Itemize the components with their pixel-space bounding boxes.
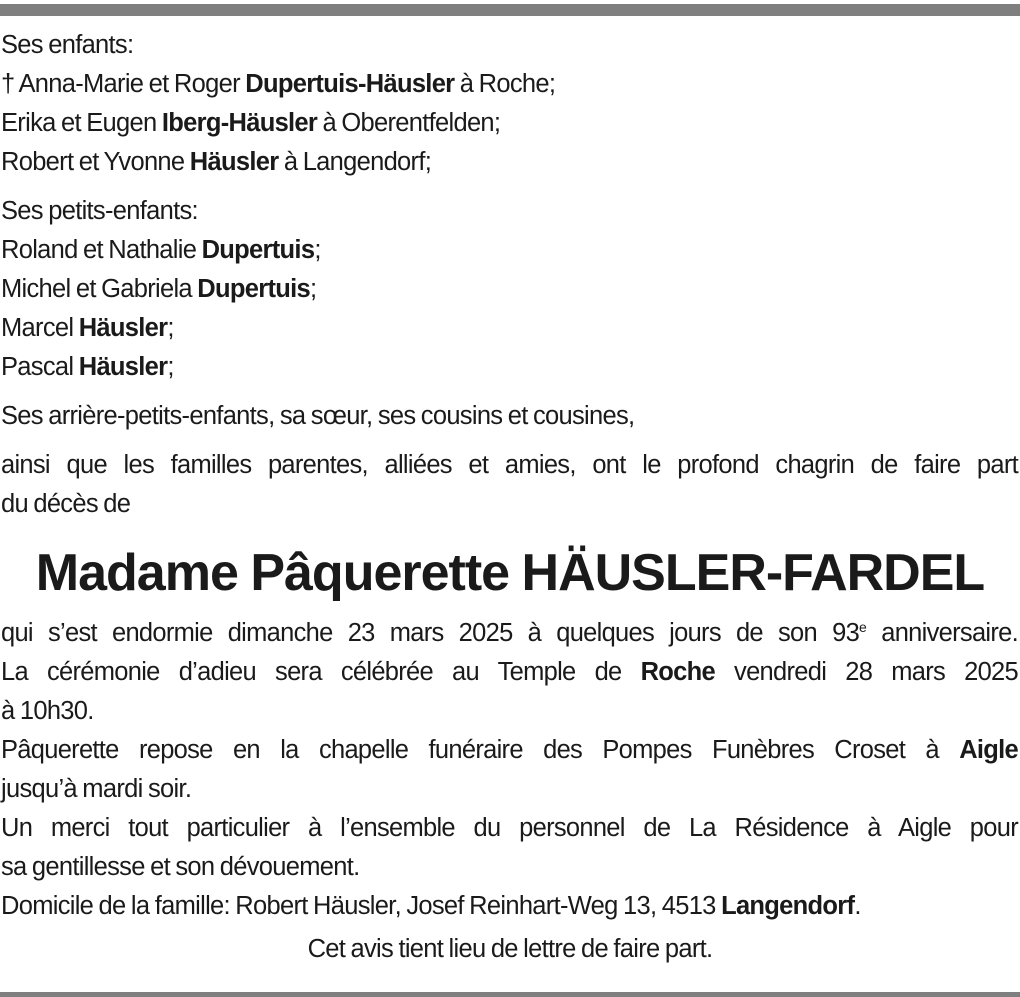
entry-prefix: Pascal — [1, 353, 79, 381]
entry-suffix: ; — [314, 236, 321, 264]
entry-suffix: à Langendorf; — [278, 148, 432, 176]
footer-note: Cet avis tient lieu de lettre de faire part. — [307, 935, 713, 963]
families-line: du décès de — [1, 490, 131, 518]
entry-suffix: à Roche; — [454, 70, 556, 98]
child-entry — [1, 65, 1019, 104]
ceremony-date: vendredi 28 mars 2025 — [714, 658, 1018, 686]
death-line — [1, 614, 1018, 653]
spacer — [1, 182, 1019, 192]
domicile-text: Domicile de la famille: Robert Häusler, Josef Reinhart-Weg 13, 4513 — [1, 892, 722, 920]
entry-suffix: à Oberentfelden; — [317, 109, 501, 137]
entry-prefix: Robert et Yvonne — [1, 148, 190, 176]
ordinal-superscript: e — [859, 619, 867, 635]
ceremony-time: à 10h30. — [1, 697, 94, 725]
thanks-line: sa gentillesse et son dévouement. — [1, 853, 360, 881]
grandchild-entry — [1, 309, 1019, 348]
entry-prefix: Marcel — [1, 314, 79, 342]
great-grandchildren-line: Ses arrière-petits-enfants, sa sœur, ses cousins et cousines, — [1, 402, 635, 430]
ceremony-line — [1, 653, 1018, 692]
repose-place: Aigle — [959, 736, 1018, 764]
children-heading: Ses enfants: — [1, 31, 134, 59]
ceremony-text: La cérémonie d’adieu sera célébrée au Temple de — [1, 658, 641, 686]
families-line: ainsi que les familles parentes, alliées et amies, ont le profond chagrin de faire part — [1, 451, 1018, 479]
grandchild-entry — [1, 270, 1019, 309]
domicile-place: Langendorf — [721, 892, 855, 920]
death-text: qui s’est endormie dimanche 23 mars 2025 à quelques jours de son 93 — [1, 619, 860, 647]
entry-suffix: ; — [167, 353, 174, 381]
spacer — [1, 436, 1019, 446]
entry-prefix: Michel et Gabriela — [1, 275, 198, 303]
entry-prefix: Erika et Eugen — [1, 109, 162, 137]
child-entry — [1, 104, 1019, 143]
grandchildren-heading: Ses petits-enfants: — [1, 197, 198, 225]
ceremony-place: Roche — [640, 658, 715, 686]
entry-name: Häusler — [78, 353, 168, 381]
entry-prefix: † Anna-Marie et Roger — [1, 70, 246, 98]
repose-text: Pâquerette repose en la chapelle funéraire des Pompes Funèbres Croset à — [1, 736, 960, 764]
obituary-notice — [1, 26, 1019, 969]
top-border — [0, 4, 1020, 16]
entry-suffix: ; — [310, 275, 317, 303]
domicile-line — [1, 887, 1019, 926]
deceased-name: Madame Pâquerette HÄUSLER-FARDEL — [35, 544, 985, 602]
entry-name: Häusler — [189, 148, 279, 176]
entry-name: Häusler — [78, 314, 168, 342]
entry-suffix: ; — [167, 314, 174, 342]
entry-name: Dupertuis — [201, 236, 315, 264]
repose-line — [1, 731, 1018, 770]
death-text-end: anniversaire. — [866, 619, 1018, 647]
bottom-border — [0, 992, 1020, 997]
repose-until: jusqu’à mardi soir. — [1, 775, 192, 803]
domicile-end: . — [854, 892, 861, 920]
entry-name: Dupertuis-Häusler — [245, 70, 455, 98]
grandchild-entry — [1, 348, 1019, 387]
child-entry — [1, 143, 1019, 182]
thanks-line: Un merci tout particulier à l’ensemble du personnel de La Résidence à Aigle pour — [1, 814, 1018, 842]
entry-prefix: Roland et Nathalie — [1, 236, 202, 264]
entry-name: Iberg-Häusler — [161, 109, 318, 137]
spacer — [1, 387, 1019, 397]
grandchild-entry — [1, 231, 1019, 270]
entry-name: Dupertuis — [197, 275, 311, 303]
